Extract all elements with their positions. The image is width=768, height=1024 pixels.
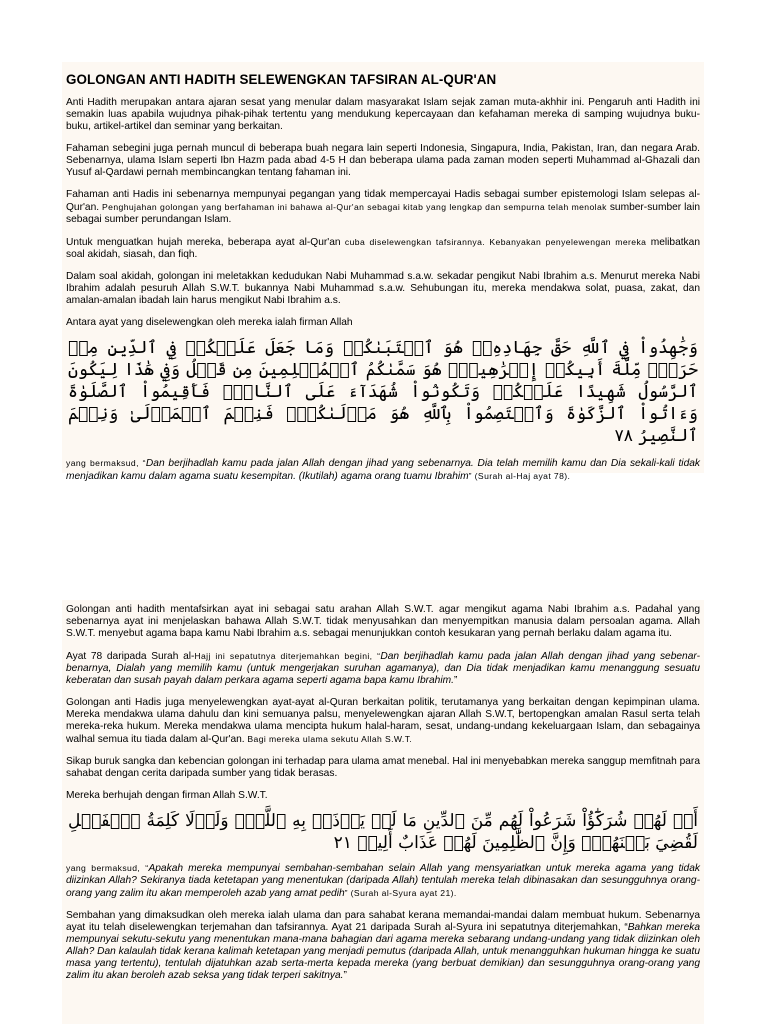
quran-verse-al-haj-78: وَجَٰهِدُواْ فِي ٱللَّهِ حَقَّ جِهَادِهِۦۚ هُوَ ٱجۡتَبَىٰكُمۡ وَمَا جَعَلَ عَلَيۡكُمۡ فِي ٱلدِّينِ مِنۡ حَرَجٖۚ مِّلَّةَ أَبِيكُمۡ إِبۡرَٰهِيمَۚ هُوَ سَمَّىٰكُمُ ٱلۡمُسۡلِمِينَ مِن قَبۡلُ وَفِي هَٰذَا لِيَكُونَ ٱلرَّسُولُ شَهِيدًا عَلَيۡكُمۡ وَتَكُونُواْ شُهَدَآءَ عَلَى ٱلنَّاسِۚ فَأَقِيمُواْ ٱلصَّلَوٰةَ وَءَاتُواْ ٱلزَّكَوٰةَ وَٱعۡتَصِمُواْ بِٱللَّهِ هُوَ مَوۡلَىٰكُمۡۖ فَنِعۡمَ ٱلۡمَوۡلَىٰ وَنِعۡمَ ٱلنَّصِيرُ ٧٨ [68, 338, 698, 446]
text-run: ” [453, 675, 458, 686]
paragraph-interpretation: Golongan anti hadith mentafsirkan ayat ini sebagai satu arahan Allah S.W.T. agar mengikut agama Nabi Ibrahim a.s. Padahal yang sebenarnya ayat ini menjelaskan bahawa Allah S.W.T. tidak menyusahkan dan menyempitkan manusia dalam persoalan agama. Allah S.W.T. menyebut agama bapa kamu Nabi Ibrahim a.s. sebagai menunjukkan contoh kesukaran yang pernah berlaku dalam agama itu. [66, 604, 700, 639]
paragraph-belief [66, 189, 700, 226]
text-run: Golongan anti Hadis juga menyelewengkan ayat-ayat al-Quran berkaitan politik, terutamanya yang berkaitan dengan kepimpinan ulama. Mereka mendakwa ulama dahulu dan kini semuanya palsu, menyelewengkan ajaran Allah S.W.T, bertopengkan amalan Rasul serta telah mereka-reka hukum. Mereka mendakwa ulama mencipta hukum halal-haram, sesat, undang-undang kekeluargaan Islam, dan sebagainya walhal semua itu tiada dalam al-Qur'an. [66, 697, 700, 745]
text-run: Hajj ini sepatutnya diterjemahkan begini, “ [194, 651, 381, 661]
text-run: Untuk menguatkan hujah mereka, beberapa ayat al-Qur'an [66, 237, 341, 248]
text-run: Fahaman anti Hadis ini sebenarnya mempunyai pegangan yang tidak mempercayai Hadis sebagai sumber epistemologi Islam selepas al-Qur'an. [66, 189, 700, 213]
article-top-section [62, 62, 704, 482]
paragraph-politics [66, 697, 700, 746]
paragraph-meaning-2 [66, 862, 700, 900]
text-run: melibatkan soal akidah, siasah, dan fiqh. [66, 237, 700, 260]
text-run: ” (Surah al-Syura ayat 21). [344, 888, 457, 898]
paragraph-arguments [66, 236, 700, 261]
text-run: ” [343, 970, 347, 981]
text-run: Penghujahan golongan yang berfahaman ini bahawa al-Qur'an sebagai kitab yang lengkap dan sempurna telah menolak [99, 202, 607, 212]
text-run: yang bermaksud, “ [66, 863, 149, 873]
quran-verse-al-syura-21: أَمۡ لَهُمۡ شُرَكَٰٓؤُاْ شَرَعُواْ لَهُم مِّنَ ٱلدِّينِ مَا لَمۡ يَأۡذَنۢ بِهِ ٱللَّهُۚ وَلَوۡلَا كَلِمَةُ ٱلۡفَصۡلِ لَقُضِيَ بَيۡنَهُمۡۗ وَإِنَّ ٱلظَّٰلِمِينَ لَهُمۡ عَذَابٌ أَلِيمٞ ٢١ [68, 811, 698, 853]
paragraph-verse-intro-2: Mereka berhujah dengan firman Allah S.W.T. [66, 790, 268, 801]
paragraph-history: Fahaman sebegini juga pernah muncul di beberapa buah negara lain seperti Indonesia, Singapura, India, Pakistan, Iran, dan negara Arab. Sebenarnya, ulama Islam seperti Ibn Hazm pada abad 4-5 H dan beberapa ulama pada zaman moden seperti Muhammad al-Ghazali dan Yusuf al-Qardawi pernah membincangkan tentang fahaman ini. [66, 143, 700, 178]
paragraph-correct-translation-1 [66, 650, 700, 687]
article-bottom-section [62, 600, 704, 1024]
text-run: Sembahan yang dimaksudkan oleh mereka ialah ulama dan para sahabat kerana memandai-mandai dalam membuat hukum. Sebenarnya ayat itu telah diselewengkan terjemahan dan tafsirannya. Ayat 21 daripada Surah al-Syura ini sepatutnya diterjemahkan, “ [66, 910, 700, 933]
text-run: Dan berjihadlah kamu pada jalan Allah dengan jihad yang sebenarnya. Dia telah memilih kamu dan Dia sekali-kali tidak menjadikan kamu dalam agama suatu kesempitan. (Ikutilah) agama orang tuamu Ibrahim [66, 458, 700, 482]
paragraph-verse-intro: Antara ayat yang diselewengkan oleh mereka ialah firman Allah [66, 317, 353, 328]
text-run: sumber-sumber lain sebagai sumber perundangan Islam. [66, 202, 701, 225]
paragraph-akidah: Dalam soal akidah, golongan ini meletakkan kedudukan Nabi Muhammad s.a.w. sekadar pengikut Nabi Ibrahim a.s. Menurut mereka Nabi Ibrahim adalah pesuruh Allah S.W.T. bukannya Nabi Muhammad s.a.w. Sehubungan itu, mereka mendakwa solat, puasa, zakat, dan amalan-amalan ibadah lain harus mengikut Nabi Ibrahim a.s. [66, 271, 700, 306]
text-run: yang bermaksud, “ [66, 458, 146, 468]
paragraph-intro: Anti Hadith merupakan antara ajaran sesat yang menular dalam masyarakat Islam sejak zaman muta-akhhir ini. Pengaruh anti Hadith ini semakin luas apabila wujudnya pihak-pihak tertentu yang mendukung kepercayaan dan kefahaman mereka di samping wujudnya buku-buku, artikel-artikel dan seminar yang berkaitan. [66, 97, 700, 132]
text-run: ” (Surah al-Haj ayat 78). [468, 471, 571, 481]
paragraph-correct-translation-2 [66, 910, 700, 982]
paragraph-prejudice: Sikap buruk sangka dan kebencian golongan ini terhadap para ulama amat menebal. Hal ini menyebabkan mereka sanggup memfitnah para sahabat dengan cerita daripada sumber yang tidak berasas. [66, 756, 700, 779]
text-run: cuba diselewengkan tafsirannya. Kebanyakan penyelewengan mereka [340, 237, 647, 247]
text-run: Apakah mereka mempunyai sembahan-sembahan selain Allah yang mensyariatkan untuk mereka agama yang tidak diizinkan Allah? Sekiranya tiada ketetapan yang menentukan (daripada Allah) tentulah mereka telah dibinasakan dan sesungguhnya orang-orang yang zalim itu akan memperoleh azab yang amat pedih [66, 863, 700, 899]
text-run: Dan berjihadlah kamu pada jalan Allah dengan jihad yang sebenar-benarnya, Dialah yang memilih kamu (untuk mengerjakan suruhan agamanya), dan Dia tidak menjadikan kamu menanggung sesuatu keberatan dan susah payah dalam perkara agama seperti agama bapa kamu Ibrahim. [66, 651, 700, 686]
text-run: Ayat 78 daripada Surah al- [66, 651, 195, 662]
article-title: GOLONGAN ANTI HADITH SELEWENGKAN TAFSIRAN AL-QUR'AN [66, 72, 497, 87]
paragraph-meaning-1 [66, 457, 700, 483]
text-run: Bahkan mereka mempunyai sekutu-sekutu yang menentukan mana-mana bahagian dari agama mereka sebarang undang-undang yang tidak diizinkan oleh Allah? Dan kalaulah tidak kerana kalimah ketetapan yang menjadi pemutus (daripada Allah, untuk menangguhkan hukuman hingga ke suatu masa yang tertentu), tentulah dijatuhkan azab serta-merta kepada mereka (yang berbuat demikian) dan sesungguhnya orang-orang yang zalim itu akan beroleh azab seksa yang tidak terperi sakitnya. [66, 922, 700, 981]
text-run: Bagi mereka ulama sekutu Allah S.W.T. [244, 734, 413, 744]
